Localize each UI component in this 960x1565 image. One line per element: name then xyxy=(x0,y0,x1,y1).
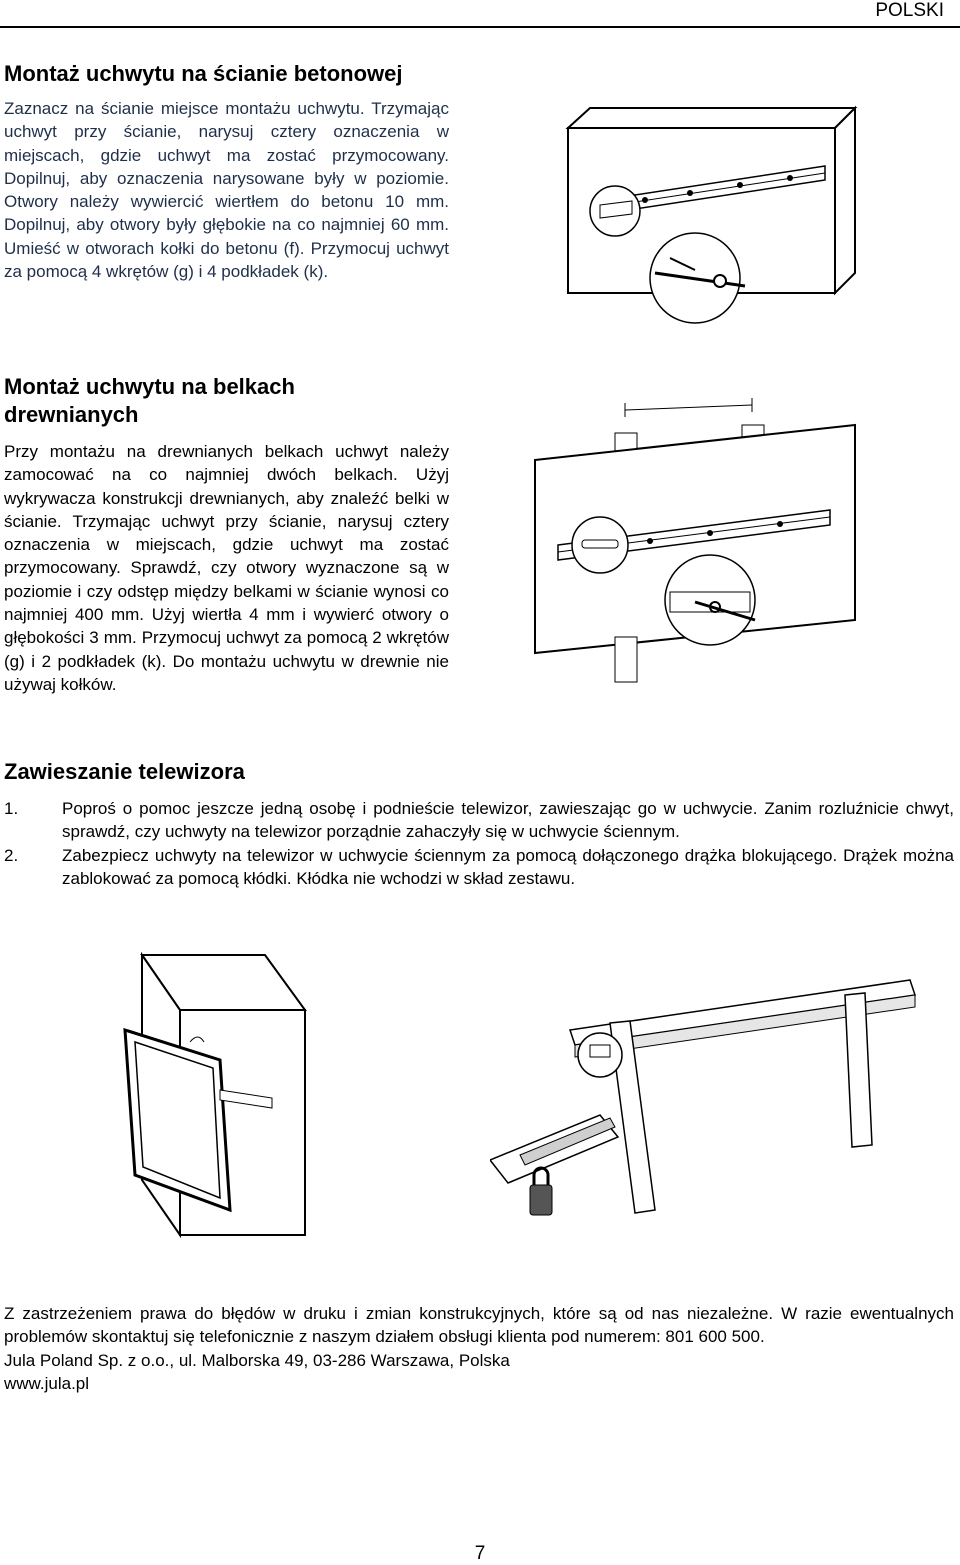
list-item xyxy=(4,844,954,891)
concrete-mount-illustration xyxy=(560,88,860,328)
step-number: 1. xyxy=(4,799,19,818)
footer-website: www.jula.pl xyxy=(4,1373,90,1393)
step-number: 2. xyxy=(4,845,19,865)
section-title-wood-line1: Montaż uchwytu na belkach xyxy=(4,374,295,399)
step-text: Zabezpiecz uchwyty na telewizor w uchwycie ściennym za pomocą dołączonego drążka blokującego. Drążek można zablokować za pomocą kłódki. Kłódka nie wchodzi w skład zestawu. xyxy=(62,845,954,888)
list-item xyxy=(4,797,954,844)
section-text-wood: Przy montażu na drewnianych belkach uchwyt należy zamocować na co najmniej dwóch belkach. Użyj wykrywacza konstrukcji drewnianych, aby znaleźć belki w ścianie. Trzymając uchwyt przy ścianie, narysuj cztery oznaczenia w miejscach, gdzie uchwyt ma zostać przymocowany. Sprawdź, czy otwory wyznaczone są w poziomie i czy odstęp między belkami w ścianie wynosi co najmniej 400 mm. Użyj wiertła 4 mm i wywierć otwory o głębokości 3 mm. Przymocuj uchwyt za pomocą 2 wkrętów (g) i 2 podkładek (k). Do montażu uchwytu w drewnie nie używaj kołków. xyxy=(4,442,449,694)
section-title-wood-line2: drewnianych xyxy=(4,402,139,427)
header-rule xyxy=(0,26,960,28)
hanging-steps-list xyxy=(4,797,954,890)
step-text: Poproś o pomoc jeszcze jedną osobę i podnieście telewizor, zawieszając go w uchwycie. Zanim rozluźnicie chwyt, sprawdź, czy uchwyty na telewizor porządnie zahaczyły się w uchwycie ściennym. xyxy=(62,799,954,842)
tv-hanging-illustration xyxy=(120,950,360,1240)
page-number: 7 xyxy=(474,1543,486,1564)
section-title-concrete: Montaż uchwytu na ścianie betonowej xyxy=(4,61,403,86)
section-text-concrete: Zaznacz na ścianie miejsce montażu uchwytu. Trzymając uchwyt przy ścianie, narysuj cztery oznaczenia w miejscach, gdzie uchwyt ma zostać przymocowany. Dopilnuj, aby oznaczenia narysowane były w poziomie. Otwory należy wywiercić wiertłem do betonu 10 mm. Dopilnuj, aby otwory były głębokie na co najmniej 60 mm. Umieść w otworach kołki do betonu (f). Przymocuj uchwyt za pomocą 4 wkrętów (g) i 4 podkładek (k). xyxy=(4,99,449,282)
footer xyxy=(4,1302,954,1395)
footer-disclaimer: Z zastrzeżeniem prawa do błędów w druku i zmian konstrukcyjnych, które są od nas niezależne. W razie ewentualnych problemów skontaktuj się telefonicznie z naszym działem obsługi klienta pod numerem: 801 600 500. xyxy=(4,1304,954,1347)
footer-company: Jula Poland Sp. z o.o., ul. Malborska 49, 03-286 Warszawa, Polska xyxy=(4,1350,510,1370)
lock-bar-illustration xyxy=(490,975,920,1245)
wood-beam-mount-illustration xyxy=(530,395,860,685)
section-title-hanging: Zawieszanie telewizora xyxy=(4,759,245,784)
header-language: POLSKI xyxy=(875,0,944,21)
